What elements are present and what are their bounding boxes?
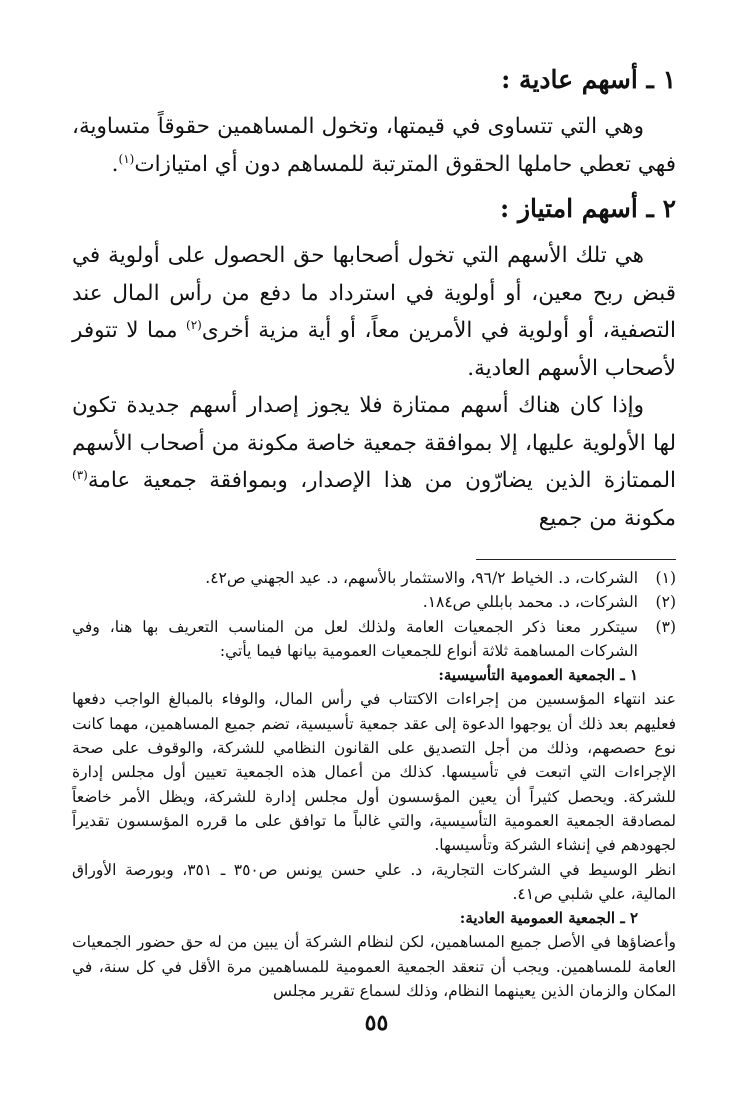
subsection-1-line: مجلس إدارة للشركة، ويظل الأمر خاضعاً لمصادقة الجمعية العمومية التأسيسية، والتي [72, 787, 676, 830]
footnote-3 [72, 615, 676, 664]
section-2-p1-line-3: أولوية في الأمرين معاً، أو أية مزية أخرى [201, 318, 570, 343]
subsection-1-line: عند انتهاء المؤسسين من إجراءات الاكتتاب في رأس المال، والوفاء بالمبالغ الواجب [113, 690, 676, 709]
footnote-1 [72, 566, 676, 590]
page-number: ٥٥ [364, 1010, 389, 1036]
footnote-1-text: الشركات، د. الخياط ٩٦/٢، والاستثمار بالأسهم، د. عيد الجهني ص٤٢. [205, 569, 638, 587]
footnote-3-intro-line-1: سيتكرر معنا ذكر الجمعيات العامة ولذلك لعل من المناسب التعريف بها هنا، وفي [72, 617, 638, 636]
subsection-2-line: في كل سنة، في المكان والزمان الذين يعينهما النظام، وذلك لسماع تقرير مجلس [72, 957, 676, 1001]
footnote-ref-3: (٣) [72, 467, 88, 482]
subsection-1-line: دفعها فعليهم بعد ذلك أن يوجهوا الدعوة إلى عقد جمعية تأسيسية، تضم جميع [72, 690, 676, 733]
reference-line: الأوراق المالية، علي شلبي ص٤١. [72, 860, 676, 903]
section-2-heading: ٢ ـ أسهم امتياز : [500, 194, 676, 223]
subsection-1-line: هذه الجمعية تعيين أول مجلس إدارة للشركة. ويحصل كثيراً أن يعين المؤسسون أول [72, 763, 676, 806]
section-1-line-1: وهي التي تتساوى في قيمتها، وتخول المساهمين حقوقاً متساوية، فهي [72, 114, 676, 177]
footnote-ref-1: (١) [118, 151, 135, 166]
section-1-paragraph [72, 108, 676, 183]
section-2-p1-line-1: هي تلك الأسهم التي تخول أصحابها حق الحصول على أولوية في قبض [72, 243, 676, 306]
footnote-divider [476, 559, 676, 560]
footnote-3-number: (٣) [655, 617, 676, 636]
subsection-1-line: للشركة، والوقوف على صحة الإجراءات التي اتبعت في تأسيسها. كذلك من أعمال [72, 739, 676, 782]
subsection-1-text [72, 687, 676, 857]
reference-line: انظر الوسيط في الشركات التجارية، د. علي حسن يونس ص٣٥٠ ـ ٣٥١، وبورصة [124, 860, 676, 879]
section-1-line-2: تعطي حاملها الحقوق المترتبة للمساهم دون أي امتيازات [134, 151, 632, 177]
section-2-paragraph-2 [72, 387, 676, 537]
subsection-2-line: الجمعيات العامة للمساهمين. ويجب أن تنعقد الجمعية العمومية للمساهمين مرة الأقل [72, 933, 676, 976]
footnote-3-intro-line-2: الشركات المساهمة ثلاثة أنواع للجمعيات العمومية بيانها فيما يأتي: [219, 641, 638, 660]
book-page [72, 60, 676, 1003]
subsection-1-line: المساهمين، مهما كانت نوع حصصهم، وذلك من أجل التصديق على القانون النظامي [72, 714, 676, 758]
section-2-p2-line-3: الذين يضارّون من هذا الإصدار، وبموافقة جمعية عامة [87, 468, 592, 493]
footnote-2-number: (٢) [655, 593, 676, 612]
subsection-1-reference [72, 858, 676, 907]
section-2-p1-line-3b: مما لا تتوفر لأصحاب الأسهم [72, 318, 676, 381]
section-2-paragraph-1 [72, 237, 676, 387]
subsection-2-text [72, 930, 676, 1003]
footnote-1-number: (١) [655, 569, 676, 587]
subsection-1-line: غالباً ما توافق على ما قرره المؤسسون تقديراً لجهودهم في إنشاء الشركة وتأسيسها. [72, 811, 676, 855]
section-2-p1-line-2: ربح معين، أو أولوية في استرداد ما دفع من رأس المال عند التصفية، أو [72, 280, 676, 343]
footnote-2 [72, 590, 676, 614]
footnote-3-intro [72, 615, 638, 664]
section-2-p2-line-3b: مكونة من جميع [538, 505, 676, 531]
section-2-p2-line-1: وإذا كان هناك أسهم ممتازة فلا يجوز إصدار أسهم جديدة تكون لها [72, 393, 676, 456]
subsection-2-heading: ٢ ـ الجمعية العمومية العادية: [459, 909, 638, 928]
section-2-p2-line-2: الأولوية عليها، إلا بموافقة جمعية خاصة مكونة من أصحاب الأسهم الممتازة [72, 430, 676, 493]
section-1-heading: ١ ـ أسهم عادية : [501, 65, 676, 94]
subsection-1-heading: ١ ـ الجمعية العمومية التأسيسية: [438, 666, 638, 685]
footnote-2-text: الشركات، د. محمد بابللي ص١٨٤. [422, 593, 638, 612]
subsection-2-line: وأعضاؤها في الأصل جميع المساهمين، لكن لنظام الشركة أن يبين من له حق حضور [136, 933, 676, 952]
section-1-end: . [111, 151, 119, 177]
section-2-p1-line-4: العادية. [467, 355, 531, 381]
footnote-ref-2: (٢) [186, 317, 202, 332]
